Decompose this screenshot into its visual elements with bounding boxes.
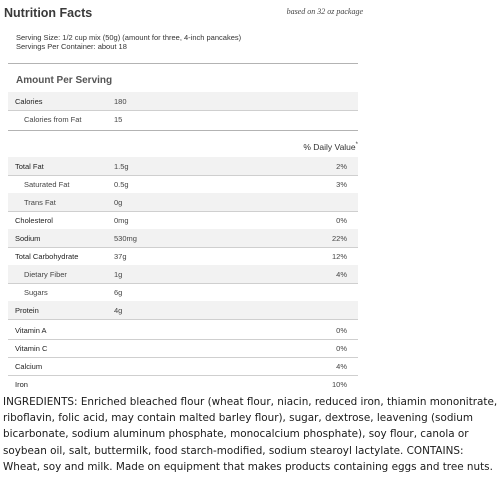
nutrient-name: Total Carbohydrate	[15, 252, 79, 261]
nutrient-row-sugars	[8, 283, 358, 302]
nutrient-amount: 15	[114, 115, 123, 124]
nutrient-amount: 1g	[114, 270, 123, 279]
daily-value-label: % Daily Value	[303, 142, 356, 152]
nutrient-daily-value: 3%	[336, 180, 347, 189]
nutrient-amount: 4g	[114, 306, 123, 315]
ingredients-text: INGREDIENTS: Enriched bleached flour (wheat flour, niacin, reduced iron, thiamin mononitrate, riboflavin, folic acid, may contain malted barley flour), sugar, dextrose, leavening (sodium bicarbonate, sodium aluminum phosphate, monocalcium phosphate), soy flour, canola or soybean oil, salt, buttermilk, food starch-modified, sodium stearoyl lactylate. CONTAINS: Wheat, soy and milk. Made on equipment that makes products containing eggs and tree nuts.	[3, 396, 498, 473]
nutrient-daily-value: 22%	[331, 234, 347, 243]
nutrient-name: Protein	[15, 306, 39, 315]
nutrient-daily-value: 2%	[336, 162, 347, 171]
nutrient-row-dietary-fiber	[8, 265, 358, 284]
vitamin-row-calcium	[8, 357, 358, 376]
daily-value-footnote-mark: *	[355, 142, 358, 149]
divider	[8, 63, 358, 64]
nutrient-amount: 1.5g	[114, 162, 129, 171]
nutrient-daily-value: 0%	[336, 216, 347, 225]
nutrient-name: Sugars	[24, 288, 48, 297]
vitamin-name: Vitamin A	[15, 326, 47, 335]
vitamin-name: Vitamin C	[15, 344, 48, 353]
vitamin-row-iron	[8, 375, 358, 393]
nutrient-name: Saturated Fat	[24, 180, 70, 189]
nutrient-name: Total Fat	[15, 162, 44, 171]
nutrient-row-saturated-fat	[8, 175, 358, 194]
nutrient-daily-value: 4%	[336, 270, 347, 279]
nutrient-amount: 0g	[114, 198, 123, 207]
vitamin-row-vitamin-a	[8, 321, 358, 340]
vitamin-name: Calcium	[15, 362, 43, 371]
vitamin-row-vitamin-c	[8, 339, 358, 358]
nutrient-name: Trans Fat	[24, 198, 56, 207]
package-basis-note: based on 32 oz package	[286, 7, 363, 16]
nutrient-amount: 37g	[114, 252, 127, 261]
nutrient-amount: 6g	[114, 288, 123, 297]
nutrient-name: Calories from Fat	[24, 115, 82, 124]
nutrient-name: Dietary Fiber	[24, 270, 67, 279]
vitamin-daily-value: 0%	[336, 326, 347, 335]
nutrient-row-cholesterol	[8, 211, 358, 230]
nutrient-amount: 0mg	[114, 216, 129, 225]
nutrient-row-total-carbohydrate	[8, 247, 358, 266]
servings-per-container: Servings Per Container: about 18	[16, 42, 127, 51]
amount-per-serving-heading: Amount Per Serving	[16, 75, 113, 86]
nutrient-amount: 180	[114, 97, 127, 106]
calories-row	[8, 92, 358, 111]
vitamin-daily-value: 10%	[331, 380, 347, 389]
vitamin-name: Iron	[15, 380, 28, 389]
vitamin-daily-value: 0%	[336, 344, 347, 353]
divider	[8, 130, 358, 131]
nutrient-row-total-fat	[8, 157, 358, 176]
nutrient-name: Sodium	[15, 234, 41, 243]
nutrient-row-protein	[8, 301, 358, 320]
nutrient-amount: 0.5g	[114, 180, 129, 189]
nutrient-name: Calories	[15, 97, 43, 106]
serving-size: Serving Size: 1/2 cup mix (50g) (amount for three, 4-inch pancakes)	[16, 33, 242, 42]
nutrient-row-trans-fat	[8, 193, 358, 212]
nutrient-daily-value: 12%	[331, 252, 347, 261]
daily-value-heading	[303, 142, 358, 152]
nutrient-name: Cholesterol	[15, 216, 53, 225]
nutrient-row-sodium	[8, 229, 358, 248]
calories-from-fat-row	[8, 110, 358, 128]
vitamin-daily-value: 4%	[336, 362, 347, 371]
nutrient-amount: 530mg	[114, 234, 137, 243]
nutrition-facts-title: Nutrition Facts	[4, 6, 93, 20]
